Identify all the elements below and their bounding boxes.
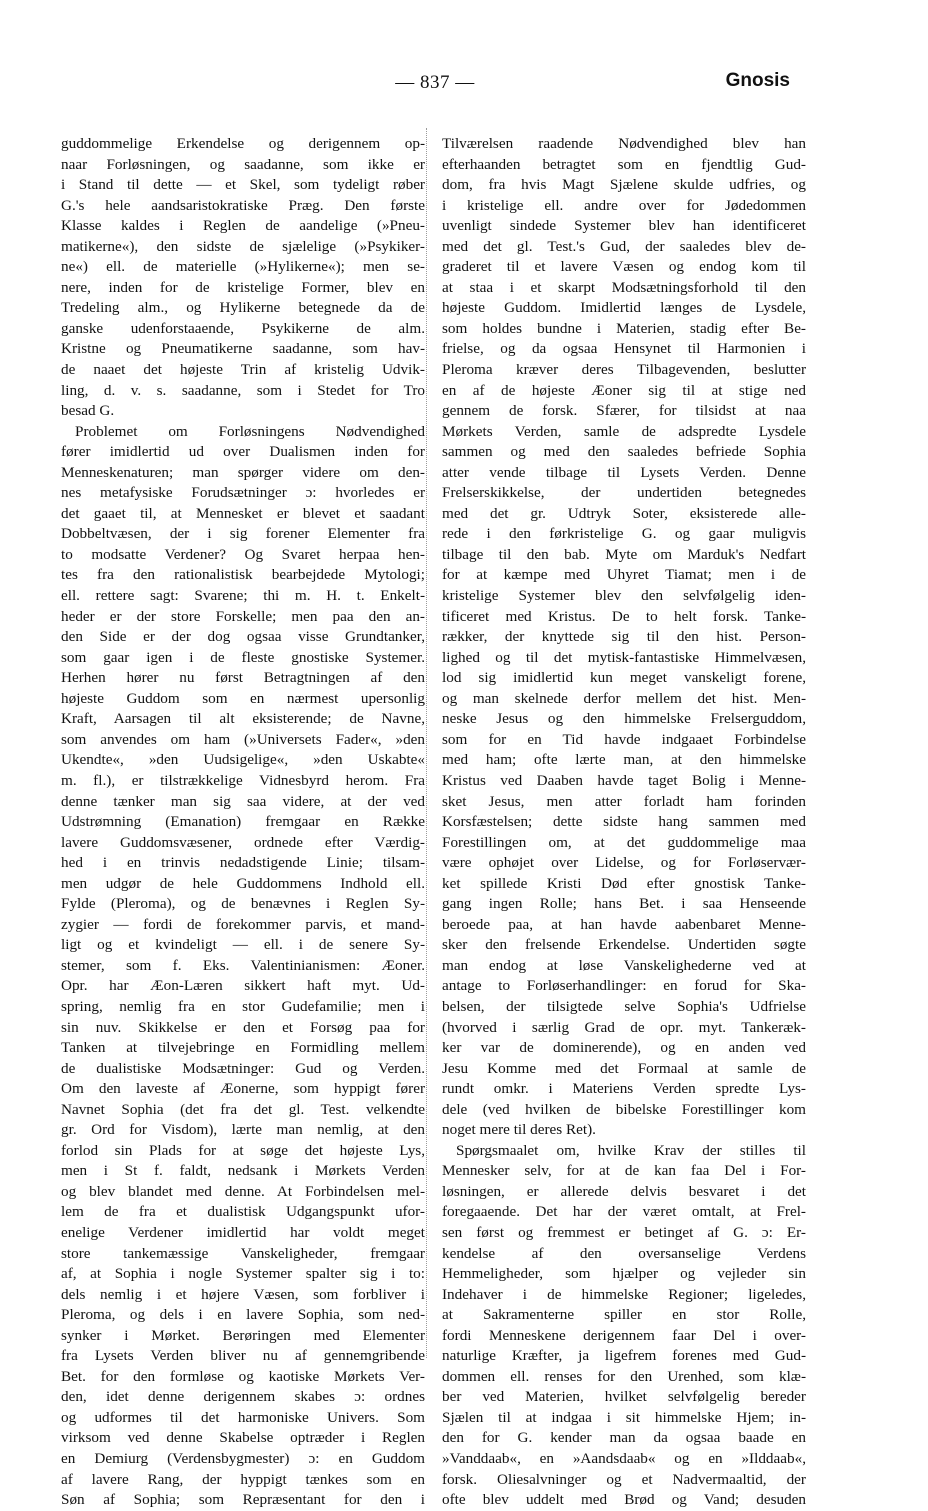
text-line: Pleroma, og dels i en lavere Sophia, som ned- xyxy=(61,1306,425,1324)
text-line: tificeret med Kristus. De to helt forsk. Tanke- xyxy=(442,607,806,625)
text-line: rede i den førkristelige G. og gaar muligvis xyxy=(442,525,806,543)
text-line: Dobbeltvæsen, der i sig forener Elementer fra xyxy=(61,525,425,543)
text-line: rækker, der knyttede sig til den hist. Person- xyxy=(442,628,806,646)
text-line: G.'s hele aandsaristokratiske Præg. Den første xyxy=(61,196,425,214)
text-line: men i St f. faldt, nedsank i Mørkets Verden xyxy=(61,1162,425,1180)
text-line: i Stand til dette — et Skel, som tydeligt røber xyxy=(61,176,425,194)
text-line: hed i en trinvis nedadstigende Linie; tilsam- xyxy=(61,854,425,872)
text-line: lod sig imidlertid kun meget vanskeligt forene, xyxy=(442,669,806,687)
text-line: som holdes bundne i Materien, stadig efter Be- xyxy=(442,319,806,337)
text-line: og blev blandet med denne. At Forbindelsen mel- xyxy=(61,1182,425,1200)
text-line: lavere Guddomsvæsener, ordnede efter Værdig- xyxy=(61,833,425,851)
text-line: højeste Guddom. Imidlertid længes de Lysdele, xyxy=(442,299,806,317)
text-line: ling, d. v. s. saadanne, som i Stedet for Tro xyxy=(61,381,425,399)
text-line: Opr. har Æon-Læren sikkert haft myt. Ud- xyxy=(61,977,425,995)
text-line: nes metafysiske Forudsætninger ɔ: hvorledes er xyxy=(61,484,425,502)
text-line: heder er der store Forskelle; men paa den an- xyxy=(61,607,425,625)
text-line: men udgør de hele Guddommens Indhold ell. xyxy=(61,874,425,892)
text-line: af lavere Rang, der hyppigt tænkes som en xyxy=(61,1470,425,1488)
running-head: Gnosis xyxy=(725,70,790,91)
text-line: Tilværelsen raadende Nødvendighed blev han xyxy=(442,135,806,152)
text-line: m. fl.), er tilstrækkelige Vidnesbyrd herom. Fra xyxy=(61,771,425,789)
text-line: som gaar igen i de fleste gnostiske Systemer. xyxy=(61,648,425,666)
text-line: spring, nemlig fra en stor Gudefamilie; men i xyxy=(61,997,425,1015)
text-line: ne«) ell. de materielle (»Hylikerne«); men se- xyxy=(61,258,425,276)
text-line: og udformes til det harmoniske Univers. Som xyxy=(61,1408,425,1426)
text-line: med det gl. Test.'s Gud, der saaledes blev de- xyxy=(442,237,806,255)
text-line: Bet. for den formløse og kaotiske Mørkets Ver- xyxy=(61,1367,425,1385)
text-line: matikerne«), den sidste de sjælelige (»Psykiker- xyxy=(61,237,425,255)
text-line: enelige Verdener imidlertid har voldt meget xyxy=(61,1223,425,1241)
text-line: Sjælen til at indgaa i sit himmelske Hjem; in- xyxy=(442,1408,806,1426)
text-line: zygier — fordi de forekommer parvis, et mand- xyxy=(61,915,425,933)
text-line: sket Jesus, men atter forladt ham forinden xyxy=(442,792,806,810)
text-line: Ukendte«, »den Uudsigelige«, »den Uskabte« xyxy=(61,751,425,769)
text-line: man endog at løse Vanskelighederne ved at xyxy=(442,956,806,974)
text-line: neske Jesus og den himmelske Frelserguddom, xyxy=(442,710,806,728)
text-line: af, at Sophia i nogle Systemer spalter sig i to: xyxy=(61,1265,425,1283)
text-line: uvenligt sindede Systemer blev han identificeret xyxy=(442,217,806,235)
text-line: gennem de forsk. Sfærer, for tilsidst at naa xyxy=(442,402,806,420)
text-line: belsen, der tilsigtede selve Sophia's Udfrielse xyxy=(442,997,806,1015)
text-line: besad G. xyxy=(61,402,115,420)
text-line: Om den laveste af Æonerne, som hyppigt fører xyxy=(61,1080,425,1098)
text-line: denne tænker man sig saa videre, at der ved xyxy=(61,792,425,810)
text-line: med ham; ofte lærte man, at den himmelske xyxy=(442,751,806,769)
text-line: lem de fra et dualistisk Udgangspunkt ufor- xyxy=(61,1203,425,1221)
text-line: det gaaet til, at Mennesket er blevet et saadant xyxy=(61,504,425,522)
text-line: Søn af Sophia; som Repræsentant for den i xyxy=(61,1491,425,1509)
text-line: kendelse af den oversanselige Verdens xyxy=(442,1244,806,1262)
right-column xyxy=(442,134,806,1511)
text-line: i kristelige ell. andre over for Jødedommen xyxy=(442,196,806,214)
text-line: dels nemlig i et højere Væsen, som forbliver i xyxy=(61,1285,425,1303)
text-line: efterhaanden betragtet som en fjendtlig Gud- xyxy=(442,155,806,173)
text-line: den Side er der dog ogsaa visse Grundtanker, xyxy=(61,628,425,646)
text-line: antage to Forløserhandlinger: en forud for Ska- xyxy=(442,977,806,995)
text-line: to modsatte Verdener? Og Svaret herpaa hen- xyxy=(61,545,425,563)
text-line: de dualistiske Modsætninger: Gud og Verden. xyxy=(61,1059,425,1077)
text-line: den, idet denne derigennem skabes ɔ: ordnes xyxy=(61,1388,425,1406)
text-line: Spørgsmaalet om, hvilke Krav der stilles til xyxy=(456,1141,806,1159)
text-line: kristelige Systemer blev den selvfølgelig iden- xyxy=(442,587,806,605)
text-line: en Demiurg (Verdensbygmester) ɔ: en Guddom xyxy=(61,1450,425,1467)
text-line: Kristne og Pneumatikerne saadanne, som hav- xyxy=(61,340,425,358)
left-column xyxy=(61,134,425,1511)
text-line: fordi Menneskene derigennem faar Del i over- xyxy=(442,1326,806,1344)
text-line: at Sakramenterne spiller en stor Rolle, xyxy=(442,1306,806,1324)
text-line: ell. rettere sagt: Svarene; thi m. H. t. Enkelt- xyxy=(61,587,425,605)
text-line: Pleroma kræver deres Tilbagevenden, beslutter xyxy=(442,361,806,379)
text-line: gang ingen Rolle; hans Bet. i saa Henseende xyxy=(442,895,806,913)
text-line: virksom ved denne Skabelse optræder i Reglen xyxy=(61,1429,425,1447)
text-line: dele (ved hvilken de bibelske Forestillinger kom xyxy=(442,1100,806,1118)
text-line: dommen ell. renses for den Urenhed, som klæ- xyxy=(442,1367,806,1385)
text-line: Korsfæstelsen; dette sidste hang sammen med xyxy=(442,813,806,831)
text-line: naturlige Kræfter, ja ligefrem forenes med Gud- xyxy=(442,1347,806,1365)
text-line: store tankemæssige Vanskeligheder, fremgaar xyxy=(61,1244,425,1262)
text-line: Frelserskikkelse, der undertiden betegnedes xyxy=(442,484,806,502)
text-line: Indehaver i de himmelske Regioner; ligeledes, xyxy=(442,1285,806,1303)
text-line: rundt omkr. i Materiens Verden spredte Lys- xyxy=(442,1080,806,1098)
text-line: noget mere til deres Ret). xyxy=(442,1121,596,1139)
column-divider xyxy=(426,128,427,1358)
text-line: atter vende tilbage til Lysets Verden. Denne xyxy=(442,463,806,481)
text-line: sammen og med den saaledes befriede Sophia xyxy=(442,443,806,461)
text-line: tes fra den rationalistisk bearbejdede Mytologi; xyxy=(61,566,425,584)
text-line: sin nuv. Skikkelse er den et Forsøg paa for xyxy=(61,1018,425,1036)
text-line: være ophøjet over Lidelse, og for Forløservær- xyxy=(442,854,806,872)
text-line: Herhen hører nu først Betragtningen af den xyxy=(61,669,425,687)
text-line: Jesu Komme med det Formaal at samle de xyxy=(442,1059,806,1077)
text-line: en af de højeste Æoner sig til at stige ned xyxy=(442,381,806,399)
text-line: Problemet om Forløsningens Nødvendighed xyxy=(75,422,425,440)
text-line: og man skelnede derfor mellem det hist. Men- xyxy=(442,689,806,707)
text-line: dom, fra hvis Magt Sjælene skulde udfries, og xyxy=(442,176,806,194)
text-line: ligt og et kvindeligt — ell. i de senere Sy- xyxy=(61,936,425,954)
text-line: Fylde (Pleroma), og de benævnes i Reglen Sy- xyxy=(61,895,425,913)
text-line: (hvorved i særlig Grad de opr. myt. Tankeræk- xyxy=(442,1018,806,1036)
text-line: Navnet Sophia (det fra det gl. Test. velkendte xyxy=(61,1100,425,1118)
text-line: tilbage til den bab. Myte om Marduk's Nedfart xyxy=(442,545,806,563)
text-line: fra Lysets Verden bliver nu af gennemgribende xyxy=(61,1347,425,1365)
text-line: Tredeling alm., og Hylikerne betegnede da de xyxy=(61,299,425,317)
text-line: forsk. Oliesalvninger og et Nadvermaaltid, der xyxy=(442,1470,806,1488)
text-line: Klasse kaldes i Reglen de aandelige (»Pneu- xyxy=(61,217,425,235)
text-line: gr. Ord for Visdom), lærte man nemlig, at den xyxy=(61,1121,425,1139)
text-line: nere, inden for de kristelige Former, blev en xyxy=(61,278,425,296)
text-line: foregaaende. Det har der været omtalt, at Frel- xyxy=(442,1203,806,1221)
text-line: den for G. kender man da ogsaa baade en xyxy=(442,1429,806,1447)
text-line: ofte blev uddelt med Brød og Vand; desuden xyxy=(442,1491,806,1509)
text-line: de naaet det højeste Trin af kristelig Udvik- xyxy=(61,361,425,379)
text-line: at staa i et skarpt Modsætningsforhold til den xyxy=(442,278,806,296)
text-line: højeste Guddom som en nærmest upersonlig xyxy=(61,689,425,707)
text-line: Kristus ved Daaben havde taget Bolig i Menne- xyxy=(442,771,806,789)
text-line: Mørkets Verden, samle de adspredte Lysdele xyxy=(442,422,806,440)
text-line: ker var de dominerende), og en anden ved xyxy=(442,1039,806,1057)
text-line: Forestillingen om, at det guddommelige maa xyxy=(442,833,806,851)
text-line: for at kæmpe med Uhyret Tiamat; men i de xyxy=(442,566,806,584)
text-line: Udstrømning (Emanation) fremgaar en Række xyxy=(61,813,425,831)
text-line: Hemmeligheder, som hjælper og vejleder sin xyxy=(442,1265,806,1283)
text-line: beroede paa, at han havde aabenbaret Menne- xyxy=(442,915,806,933)
text-line: som anvendes om ham (»Universets Fader«, »den xyxy=(61,730,425,748)
text-line: naar Forløsningen, og saadanne, som ikke er xyxy=(61,155,425,173)
text-line: fører imidlertid ud over Dualismen inden for xyxy=(61,443,425,461)
text-line: synker i Mørket. Berøringen med Elementer xyxy=(61,1326,425,1344)
text-line: løsningen, er allerede delvis besvaret i det xyxy=(442,1182,806,1200)
text-line: guddommelige Erkendelse og derigennem op- xyxy=(61,135,425,152)
text-line: sker den frelsende Erkendelse. Undertiden søgte xyxy=(442,936,806,954)
text-line: Mennesker selv, for at de kan faa Del i For- xyxy=(442,1162,806,1180)
text-line: med det gr. Udtryk Soter, eksisterede alle- xyxy=(442,504,806,522)
text-line: Tanken at tilvejebringe en Formidling mellem xyxy=(61,1039,425,1057)
text-line: graderet til et lavere Væsen og endog kom til xyxy=(442,258,806,276)
text-line: sen først og fremmest er betinget af G. ɔ: Er- xyxy=(442,1223,806,1241)
text-line: ket spillede Kristi Død efter gnostisk Tanke- xyxy=(442,874,806,892)
text-line: ganske udenforstaaende, Psykikerne de alm. xyxy=(61,319,425,337)
text-line: ber ved Materien, hvilket selvfølgelig bereder xyxy=(442,1388,806,1406)
text-line: lighed og til det mytisk-fantastiske Himmelvæsen, xyxy=(442,648,806,666)
page-number: — 837 — xyxy=(395,72,475,93)
text-line: forlod sin Plads for at søge det højeste Lys, xyxy=(61,1141,425,1159)
text-line: frielse, og da ogsaa Hensynet til Harmonien i xyxy=(442,340,806,358)
text-line: Menneskenaturen; man spørger videre om den- xyxy=(61,463,425,481)
text-line: stemer, som f. Eks. Valentinianismen: Æoner. xyxy=(61,956,425,974)
text-line: Kraft, Aarsagen til alt eksisterende; de Navne, xyxy=(61,710,425,728)
text-line: som for en Tid havde indgaaet Forbindelse xyxy=(442,730,806,748)
page-header xyxy=(0,72,928,102)
text-line: »Vanddaab«, en »Aandsdaab« og en »Ilddaab«, xyxy=(442,1450,806,1467)
